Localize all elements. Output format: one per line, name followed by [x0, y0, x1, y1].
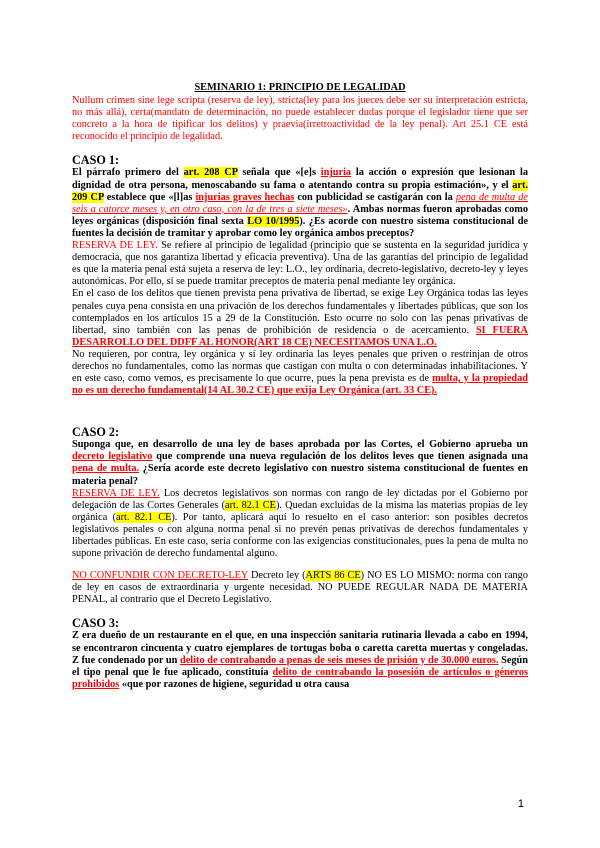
document-page: [72, 82, 528, 691]
intro-paragraph: Nullum crimen sine lege scripta (reserva de ley), stricta(ley para los jueces debe ser su interpretación estricta, no más allá), certa(mandato de determinación, no puede establecer dudas porque el legislador tiene que ser concreto a la hora de tipificar los delitos) y praevia(irretroactividad de la ley penal). Art 25.1 CE está reconocido el principio de legalidad.: [72, 95, 528, 143]
case-1-heading: CASO 1:: [72, 153, 120, 168]
case-1-answer-3: No requieren, por contra, ley orgánica y sí ley ordinaria las leyes penales que priven o restrinjan de otros derechos no fundamentales, como las normas que castigan con multa o con determinadas inhabilitaciones. Y en este caso, como vemos, es precisamente lo que ocurre, pues la pena prevista es de multa, y la propiedad no es un derecho fundamental(14 AL 30.2 CE) que exija Ley Orgánica (art. 33 CE).: [72, 348, 528, 397]
page-number: 1: [517, 798, 524, 810]
case-1-answer-2: En el caso de los delitos que tienen prevista pena privativa de libertad, se exige Ley Orgánica todas las leyes penales cuya pena consista en una privación de los derechos fundamentales y libertades públicas, que son los contemplados en los artículos 15 a 29 de la Constitución. Esto ocurre no solo con las penas privativas de libertad, sino también con las penas de prohibición de residencia o de acercamiento. SI FUERA DESARROLLO DEL DDFF AL HONOR(ART 18 CE) NECESITAMOS UNA L.O.: [72, 288, 528, 348]
case-3-question: Z era dueño de un restaurante en el que, en una inspección sanitaria rutinaria llevada a cabo en 1994, se encontraron cincuenta y cuatro ejemplares de tortugas boba o caretta caretta muertas y congeladas. Z fue condenado por un delito de contrabando a penas de seis meses de prisión y de 30.000 euros. Según el tipo penal que le fue aplicado, constituía delito de contrabando la posesión de artículos o géneros prohibidos «que por razones de higiene, seguridad u otra causa: [72, 630, 528, 690]
case-2-heading: CASO 2:: [72, 425, 120, 440]
case-1-question: El párrafo primero del art. 208 CP señala que «[e]s injuria la acción o expresión que lesionan la dignidad de otra persona, menoscabando su fama o atentando contra su propia estimación», y el art. 209 CP establece que «[l]as injurias graves hechas con publicidad se castigarán con la pena de multa de seis a catorce meses y, en otro caso, con la de tres a siete meses». Ambas normas fueron aprobadas como leyes orgánicas (disposición final sexta LO 10/1995). ¿Es acorde con nuestro sistema constitucional de fuentes la decisión de tramitar y aprobar como ley orgánica ambos preceptos?: [72, 167, 528, 239]
case-1-answer-1: RESERVA DE LEY. Se refiere al principio de legalidad (principio que se sustenta en la seguridad jurídica y democracia, que nos garantiza libertad y eficacia preventiva). Una de las garantías del principio de legalidad es que la materia penal está sujeta a reserva de ley: L.O., ley ordinaria, decreto-legislativo, decreto-ley y leyes autonómicas. Por ello, sí se puede tramitar preceptos de materia penal mediante ley orgánica.: [72, 240, 528, 288]
case-2-answer-2: NO CONFUNDIR CON DECRETO-LEY Decreto ley (ARTS 86 CE) NO ES LO MISMO: norma con rango de ley en casos de extraordinaria y urgente necesidad. NO PUEDE REGULAR NADA DE MATERIA PENAL, al contrario que el Decreto Legislativo.: [72, 570, 528, 606]
case-2-answer-1: RESERVA DE LEY. Los decretos legislativos son normas con rango de ley dictadas por el Gobierno por delegación de las Cortes Generales (art. 82.1 CE). Quedan excluidas de la misma las materias propias de ley orgánica (art. 82.1 CE). Por tanto, aplicará aquí lo resuelto en el caso anterior: son posibles decretos legislativos penales o con alguna norma penal si no prevén penas privativas de derechos fundamentales y libertades públicas. En este caso, sería conforme con las exigencias constitucionales, pues la pena de multa no supone privación de derecho fundamental alguno.: [72, 487, 529, 560]
case-3-heading: CASO 3:: [72, 616, 120, 631]
page-title: SEMINARIO 1: PRINCIPIO DE LEGALIDAD: [194, 82, 406, 93]
case-2-question: Suponga que, en desarrollo de una ley de bases aprobada por las Cortes, el Gobierno aprueba un decreto legislativo que comprende una nueva regulación de los delitos leves que tienen asignada una pena de multa. ¿Sería acorde este decreto legislativo con nuestro sistema constitucional de fuentes en materia penal?: [72, 439, 528, 487]
